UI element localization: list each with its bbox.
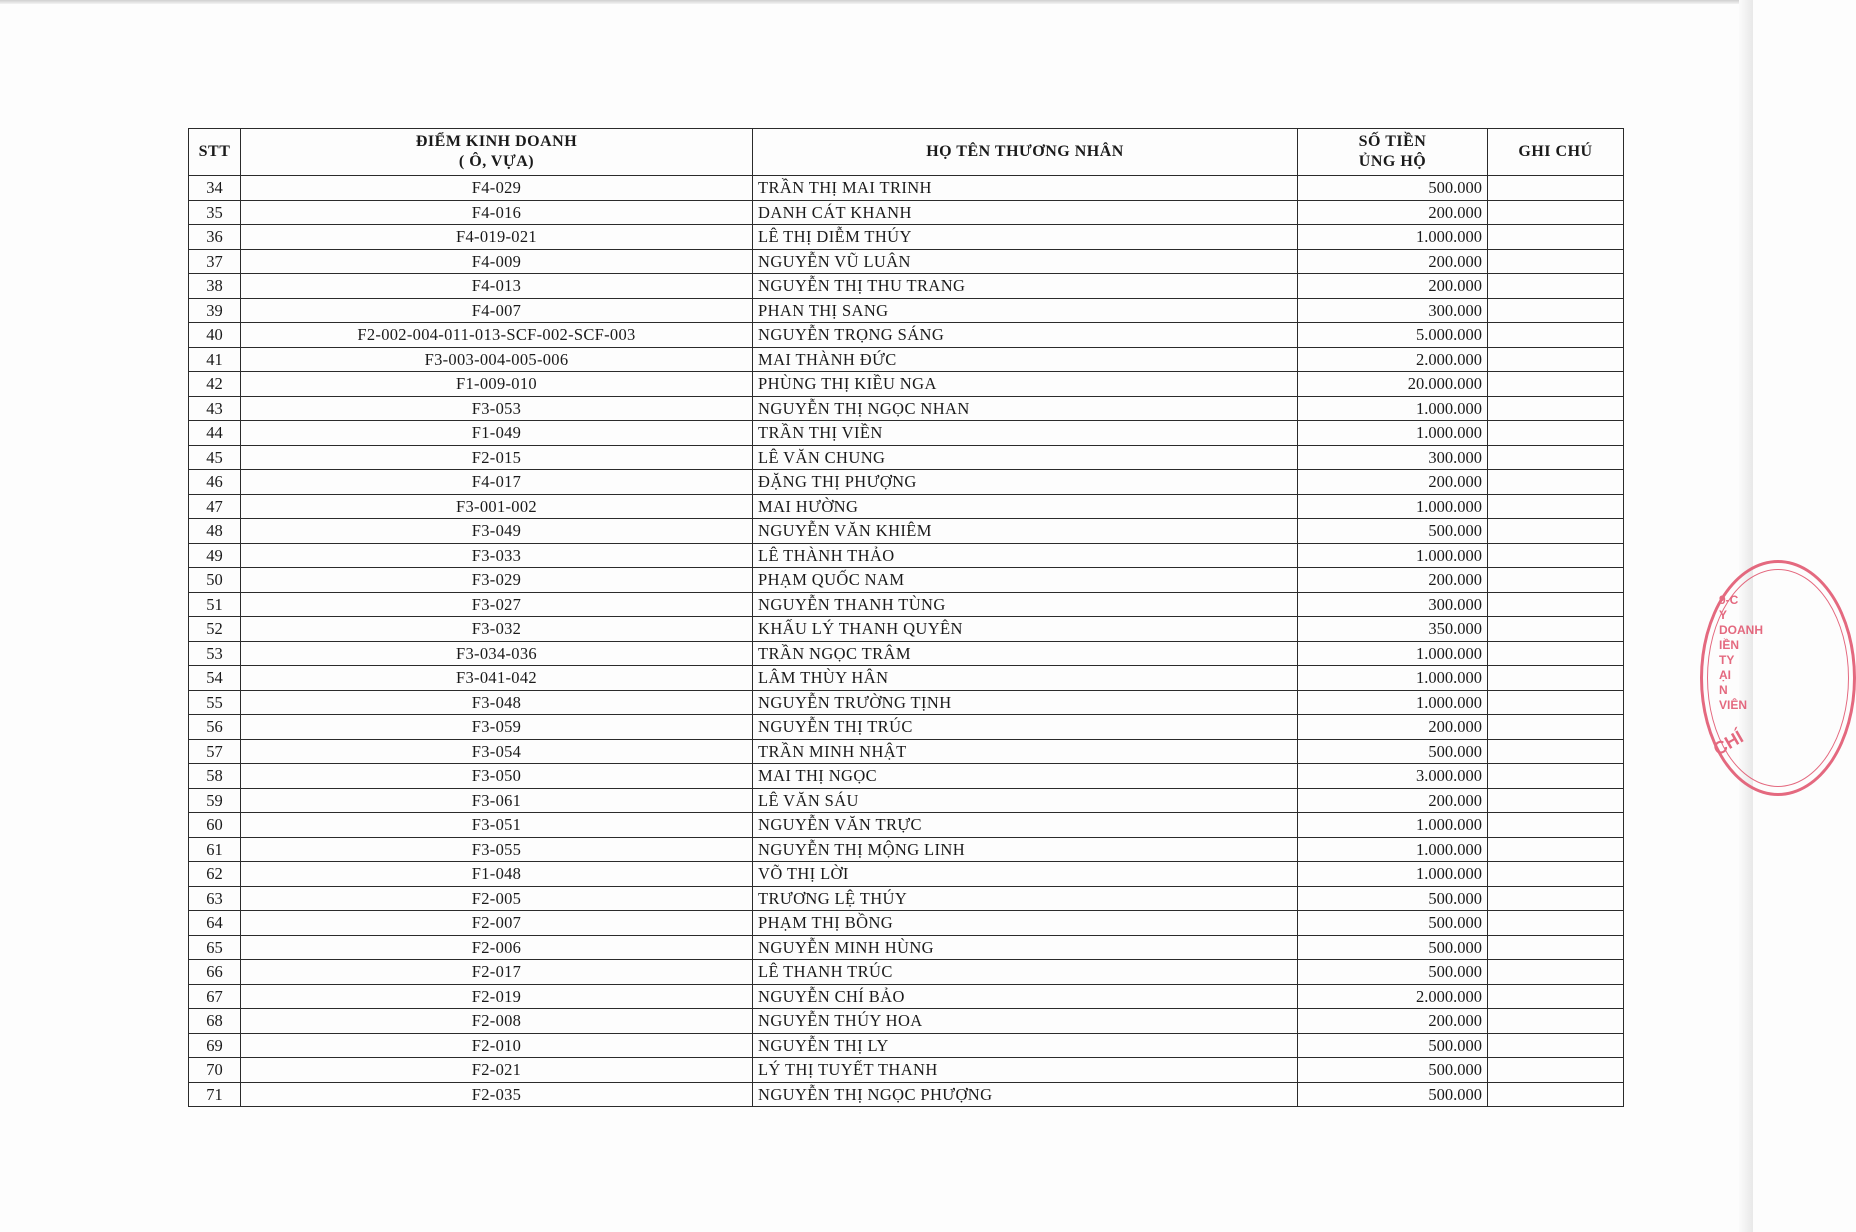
row-note bbox=[1488, 200, 1624, 225]
table-row bbox=[189, 298, 1624, 323]
table-row bbox=[189, 176, 1624, 201]
row-trader-name: TRẦN MINH NHẬT bbox=[753, 739, 1298, 764]
row-stt: 37 bbox=[189, 249, 241, 274]
table-row bbox=[189, 347, 1624, 372]
row-stt: 42 bbox=[189, 372, 241, 397]
row-business-location: F4-019-021 bbox=[241, 225, 753, 250]
row-trader-name: NGUYỄN THỊ LY bbox=[753, 1033, 1298, 1058]
row-note bbox=[1488, 739, 1624, 764]
table-row bbox=[189, 715, 1624, 740]
row-note bbox=[1488, 445, 1624, 470]
row-stt: 46 bbox=[189, 470, 241, 495]
table-row bbox=[189, 739, 1624, 764]
header-amount-line1: SỐ TIỀN bbox=[1358, 133, 1427, 150]
row-trader-name: VÕ THỊ LỜI bbox=[753, 862, 1298, 887]
row-donation-amount: 500.000 bbox=[1298, 935, 1488, 960]
row-stt: 54 bbox=[189, 666, 241, 691]
row-business-location: F2-019 bbox=[241, 984, 753, 1009]
header-amount bbox=[1298, 129, 1488, 176]
table-row bbox=[189, 837, 1624, 862]
row-stt: 53 bbox=[189, 641, 241, 666]
row-stt: 62 bbox=[189, 862, 241, 887]
table-row bbox=[189, 690, 1624, 715]
row-note bbox=[1488, 935, 1624, 960]
row-trader-name: TRẦN THỊ VIỀN bbox=[753, 421, 1298, 446]
row-trader-name: NGUYỄN VĂN KHIÊM bbox=[753, 519, 1298, 544]
donation-table bbox=[188, 128, 1624, 1107]
seal-text-line: Y bbox=[1719, 608, 1728, 622]
table-row bbox=[189, 886, 1624, 911]
row-business-location: F3-054 bbox=[241, 739, 753, 764]
row-donation-amount: 200.000 bbox=[1298, 274, 1488, 299]
row-stt: 36 bbox=[189, 225, 241, 250]
row-trader-name: NGUYỄN TRỌNG SÁNG bbox=[753, 323, 1298, 348]
row-note bbox=[1488, 690, 1624, 715]
seal-text-line: DOANH bbox=[1719, 623, 1763, 637]
row-stt: 61 bbox=[189, 837, 241, 862]
row-stt: 66 bbox=[189, 960, 241, 985]
row-business-location: F3-061 bbox=[241, 788, 753, 813]
row-donation-amount: 1.000.000 bbox=[1298, 421, 1488, 446]
row-business-location: F3-001-002 bbox=[241, 494, 753, 519]
row-note bbox=[1488, 862, 1624, 887]
row-business-location: F3-048 bbox=[241, 690, 753, 715]
row-note bbox=[1488, 715, 1624, 740]
row-trader-name: TRƯƠNG LỆ THÚY bbox=[753, 886, 1298, 911]
table-row bbox=[189, 641, 1624, 666]
table-row bbox=[189, 935, 1624, 960]
row-business-location: F2-006 bbox=[241, 935, 753, 960]
row-stt: 65 bbox=[189, 935, 241, 960]
row-trader-name: LÂM THÙY HÂN bbox=[753, 666, 1298, 691]
row-note bbox=[1488, 543, 1624, 568]
table-row bbox=[189, 274, 1624, 299]
row-business-location: F2-002-004-011-013-SCF-002-SCF-003 bbox=[241, 323, 753, 348]
row-note bbox=[1488, 421, 1624, 446]
row-donation-amount: 1.000.000 bbox=[1298, 862, 1488, 887]
row-note bbox=[1488, 1033, 1624, 1058]
row-donation-amount: 1.000.000 bbox=[1298, 641, 1488, 666]
row-business-location: F2-017 bbox=[241, 960, 753, 985]
row-stt: 56 bbox=[189, 715, 241, 740]
table-row bbox=[189, 200, 1624, 225]
row-stt: 48 bbox=[189, 519, 241, 544]
row-stt: 58 bbox=[189, 764, 241, 789]
row-stt: 51 bbox=[189, 592, 241, 617]
row-note bbox=[1488, 886, 1624, 911]
row-note bbox=[1488, 568, 1624, 593]
row-donation-amount: 1.000.000 bbox=[1298, 494, 1488, 519]
row-business-location: F4-017 bbox=[241, 470, 753, 495]
row-trader-name: LÊ THANH TRÚC bbox=[753, 960, 1298, 985]
row-stt: 60 bbox=[189, 813, 241, 838]
row-note bbox=[1488, 1009, 1624, 1034]
row-note bbox=[1488, 225, 1624, 250]
row-trader-name: LÝ THỊ TUYẾT THANH bbox=[753, 1058, 1298, 1083]
row-note bbox=[1488, 984, 1624, 1009]
row-donation-amount: 200.000 bbox=[1298, 1009, 1488, 1034]
row-business-location: F2-015 bbox=[241, 445, 753, 470]
row-business-location: F3-041-042 bbox=[241, 666, 753, 691]
row-trader-name: NGUYỄN MINH HÙNG bbox=[753, 935, 1298, 960]
row-business-location: F2-008 bbox=[241, 1009, 753, 1034]
row-trader-name: PHẠM THỊ BỒNG bbox=[753, 911, 1298, 936]
row-business-location: F2-021 bbox=[241, 1058, 753, 1083]
row-donation-amount: 500.000 bbox=[1298, 739, 1488, 764]
row-note bbox=[1488, 788, 1624, 813]
table-row bbox=[189, 1082, 1624, 1107]
row-stt: 52 bbox=[189, 617, 241, 642]
row-note bbox=[1488, 617, 1624, 642]
row-donation-amount: 200.000 bbox=[1298, 249, 1488, 274]
row-note bbox=[1488, 519, 1624, 544]
row-trader-name: LÊ VĂN SÁU bbox=[753, 788, 1298, 813]
scan-edge-top bbox=[0, 0, 1753, 4]
row-stt: 38 bbox=[189, 274, 241, 299]
seal-arc-text: CHÍ bbox=[1709, 726, 1747, 760]
row-trader-name: NGUYỄN THỊ TRÚC bbox=[753, 715, 1298, 740]
row-note bbox=[1488, 1082, 1624, 1107]
row-note bbox=[1488, 813, 1624, 838]
row-trader-name: NGUYỄN VŨ LUÂN bbox=[753, 249, 1298, 274]
table-row bbox=[189, 372, 1624, 397]
table-header bbox=[189, 129, 1624, 176]
row-trader-name: PHAN THỊ SANG bbox=[753, 298, 1298, 323]
row-trader-name: NGUYỄN THỊ THU TRANG bbox=[753, 274, 1298, 299]
row-stt: 40 bbox=[189, 323, 241, 348]
row-trader-name: LÊ THỊ DIỄM THÚY bbox=[753, 225, 1298, 250]
row-trader-name: TRẦN THỊ MAI TRINH bbox=[753, 176, 1298, 201]
row-donation-amount: 1.000.000 bbox=[1298, 225, 1488, 250]
row-note bbox=[1488, 372, 1624, 397]
seal-text-line: VIÊN bbox=[1719, 698, 1748, 712]
row-business-location: F3-055 bbox=[241, 837, 753, 862]
header-row bbox=[189, 129, 1624, 176]
row-donation-amount: 1.000.000 bbox=[1298, 543, 1488, 568]
row-note bbox=[1488, 347, 1624, 372]
seal-text-line: TY bbox=[1719, 653, 1735, 667]
row-trader-name: NGUYỄN THỊ MỘNG LINH bbox=[753, 837, 1298, 862]
row-note bbox=[1488, 176, 1624, 201]
row-donation-amount: 1.000.000 bbox=[1298, 813, 1488, 838]
header-amount-line2: ỦNG HỘ bbox=[1358, 153, 1427, 170]
table-row bbox=[189, 764, 1624, 789]
table-row bbox=[189, 862, 1624, 887]
table-row bbox=[189, 519, 1624, 544]
row-trader-name: MAI THÀNH ĐỨC bbox=[753, 347, 1298, 372]
header-location-line2: ( Ô, VỰA) bbox=[458, 153, 535, 170]
row-stt: 67 bbox=[189, 984, 241, 1009]
row-donation-amount: 20.000.000 bbox=[1298, 372, 1488, 397]
row-note bbox=[1488, 641, 1624, 666]
row-donation-amount: 1.000.000 bbox=[1298, 396, 1488, 421]
row-business-location: F2-007 bbox=[241, 911, 753, 936]
row-business-location: F4-029 bbox=[241, 176, 753, 201]
row-business-location: F3-051 bbox=[241, 813, 753, 838]
row-donation-amount: 1.000.000 bbox=[1298, 666, 1488, 691]
table-row bbox=[189, 666, 1624, 691]
row-business-location: F3-053 bbox=[241, 396, 753, 421]
row-stt: 71 bbox=[189, 1082, 241, 1107]
row-donation-amount: 500.000 bbox=[1298, 519, 1488, 544]
row-business-location: F4-016 bbox=[241, 200, 753, 225]
row-business-location: F3-050 bbox=[241, 764, 753, 789]
table-body bbox=[189, 176, 1624, 1107]
row-trader-name: PHẠM QUỐC NAM bbox=[753, 568, 1298, 593]
table-row bbox=[189, 494, 1624, 519]
row-stt: 35 bbox=[189, 200, 241, 225]
table-row bbox=[189, 543, 1624, 568]
row-business-location: F3-059 bbox=[241, 715, 753, 740]
row-trader-name: DANH CÁT KHANH bbox=[753, 200, 1298, 225]
row-business-location: F2-035 bbox=[241, 1082, 753, 1107]
row-stt: 68 bbox=[189, 1009, 241, 1034]
header-name: HỌ TÊN THƯƠNG NHÂN bbox=[753, 129, 1298, 176]
row-note bbox=[1488, 249, 1624, 274]
table-row bbox=[189, 568, 1624, 593]
row-donation-amount: 200.000 bbox=[1298, 568, 1488, 593]
row-donation-amount: 500.000 bbox=[1298, 176, 1488, 201]
red-seal-stamp bbox=[1700, 560, 1856, 796]
row-note bbox=[1488, 298, 1624, 323]
header-note: GHI CHÚ bbox=[1488, 129, 1624, 176]
row-trader-name: ĐẶNG THỊ PHƯỢNG bbox=[753, 470, 1298, 495]
row-trader-name: MAI THỊ NGỌC bbox=[753, 764, 1298, 789]
row-trader-name: NGUYỄN THÚY HOA bbox=[753, 1009, 1298, 1034]
row-note bbox=[1488, 666, 1624, 691]
header-stt: STT bbox=[189, 129, 241, 176]
table-row bbox=[189, 813, 1624, 838]
table-row bbox=[189, 249, 1624, 274]
row-stt: 47 bbox=[189, 494, 241, 519]
row-trader-name: NGUYỄN THANH TÙNG bbox=[753, 592, 1298, 617]
table-row bbox=[189, 592, 1624, 617]
table-row bbox=[189, 788, 1624, 813]
row-stt: 34 bbox=[189, 176, 241, 201]
header-location-line1: ĐIỂM KINH DOANH bbox=[415, 133, 578, 150]
row-business-location: F3-027 bbox=[241, 592, 753, 617]
row-donation-amount: 3.000.000 bbox=[1298, 764, 1488, 789]
row-trader-name: TRẦN NGỌC TRÂM bbox=[753, 641, 1298, 666]
row-trader-name: LÊ THÀNH THẢO bbox=[753, 543, 1298, 568]
row-business-location: F4-013 bbox=[241, 274, 753, 299]
row-trader-name: PHÙNG THỊ KIỀU NGA bbox=[753, 372, 1298, 397]
row-trader-name: NGUYỄN THỊ NGỌC PHƯỢNG bbox=[753, 1082, 1298, 1107]
row-business-location: F2-010 bbox=[241, 1033, 753, 1058]
table-row bbox=[189, 421, 1624, 446]
row-note bbox=[1488, 592, 1624, 617]
row-business-location: F3-034-036 bbox=[241, 641, 753, 666]
row-donation-amount: 500.000 bbox=[1298, 1033, 1488, 1058]
row-stt: 50 bbox=[189, 568, 241, 593]
header-location bbox=[241, 129, 753, 176]
row-trader-name: NGUYỄN THỊ NGỌC NHAN bbox=[753, 396, 1298, 421]
row-donation-amount: 200.000 bbox=[1298, 715, 1488, 740]
table-row bbox=[189, 1009, 1624, 1034]
row-donation-amount: 500.000 bbox=[1298, 1082, 1488, 1107]
row-donation-amount: 2.000.000 bbox=[1298, 984, 1488, 1009]
row-trader-name: MAI HƯỜNG bbox=[753, 494, 1298, 519]
row-business-location: F4-007 bbox=[241, 298, 753, 323]
table-row bbox=[189, 323, 1624, 348]
row-donation-amount: 2.000.000 bbox=[1298, 347, 1488, 372]
row-business-location: F4-009 bbox=[241, 249, 753, 274]
row-donation-amount: 5.000.000 bbox=[1298, 323, 1488, 348]
row-note bbox=[1488, 764, 1624, 789]
row-donation-amount: 200.000 bbox=[1298, 200, 1488, 225]
table-row bbox=[189, 470, 1624, 495]
row-stt: 39 bbox=[189, 298, 241, 323]
table-row bbox=[189, 225, 1624, 250]
row-donation-amount: 1.000.000 bbox=[1298, 837, 1488, 862]
row-note bbox=[1488, 323, 1624, 348]
row-business-location: F3-032 bbox=[241, 617, 753, 642]
row-stt: 64 bbox=[189, 911, 241, 936]
table-row bbox=[189, 911, 1624, 936]
row-business-location: F3-033 bbox=[241, 543, 753, 568]
row-stt: 57 bbox=[189, 739, 241, 764]
seal-text-line: IỀN bbox=[1719, 638, 1740, 652]
seal-text-line: N bbox=[1719, 683, 1728, 697]
row-stt: 43 bbox=[189, 396, 241, 421]
row-stt: 70 bbox=[189, 1058, 241, 1083]
row-donation-amount: 300.000 bbox=[1298, 445, 1488, 470]
table-row bbox=[189, 396, 1624, 421]
row-business-location: F3-003-004-005-006 bbox=[241, 347, 753, 372]
row-donation-amount: 1.000.000 bbox=[1298, 690, 1488, 715]
seal-text bbox=[1719, 593, 1763, 713]
row-stt: 49 bbox=[189, 543, 241, 568]
row-note bbox=[1488, 396, 1624, 421]
row-business-location: F1-009-010 bbox=[241, 372, 753, 397]
row-donation-amount: 300.000 bbox=[1298, 298, 1488, 323]
row-donation-amount: 500.000 bbox=[1298, 911, 1488, 936]
row-trader-name: NGUYỄN CHÍ BẢO bbox=[753, 984, 1298, 1009]
row-note bbox=[1488, 274, 1624, 299]
row-note bbox=[1488, 494, 1624, 519]
row-business-location: F1-048 bbox=[241, 862, 753, 887]
table-row bbox=[189, 984, 1624, 1009]
row-note bbox=[1488, 960, 1624, 985]
row-business-location: F3-029 bbox=[241, 568, 753, 593]
row-stt: 44 bbox=[189, 421, 241, 446]
row-note bbox=[1488, 911, 1624, 936]
seal-text-line: ẠI bbox=[1719, 668, 1731, 682]
row-note bbox=[1488, 470, 1624, 495]
row-trader-name: LÊ VĂN CHUNG bbox=[753, 445, 1298, 470]
row-donation-amount: 200.000 bbox=[1298, 788, 1488, 813]
row-note bbox=[1488, 837, 1624, 862]
row-donation-amount: 500.000 bbox=[1298, 1058, 1488, 1083]
row-stt: 59 bbox=[189, 788, 241, 813]
row-business-location: F2-005 bbox=[241, 886, 753, 911]
row-stt: 41 bbox=[189, 347, 241, 372]
row-stt: 69 bbox=[189, 1033, 241, 1058]
row-donation-amount: 300.000 bbox=[1298, 592, 1488, 617]
row-stt: 55 bbox=[189, 690, 241, 715]
table-row bbox=[189, 960, 1624, 985]
table-row bbox=[189, 445, 1624, 470]
seal-text-line: 9-C bbox=[1719, 593, 1739, 607]
table-row bbox=[189, 617, 1624, 642]
row-business-location: F1-049 bbox=[241, 421, 753, 446]
row-note bbox=[1488, 1058, 1624, 1083]
row-stt: 45 bbox=[189, 445, 241, 470]
row-stt: 63 bbox=[189, 886, 241, 911]
row-trader-name: KHẤU LÝ THANH QUYÊN bbox=[753, 617, 1298, 642]
row-business-location: F3-049 bbox=[241, 519, 753, 544]
table-row bbox=[189, 1033, 1624, 1058]
row-donation-amount: 500.000 bbox=[1298, 960, 1488, 985]
row-donation-amount: 200.000 bbox=[1298, 470, 1488, 495]
row-trader-name: NGUYỄN VĂN TRỰC bbox=[753, 813, 1298, 838]
row-donation-amount: 350.000 bbox=[1298, 617, 1488, 642]
row-trader-name: NGUYỄN TRƯỜNG TỊNH bbox=[753, 690, 1298, 715]
table-row bbox=[189, 1058, 1624, 1083]
row-donation-amount: 500.000 bbox=[1298, 886, 1488, 911]
